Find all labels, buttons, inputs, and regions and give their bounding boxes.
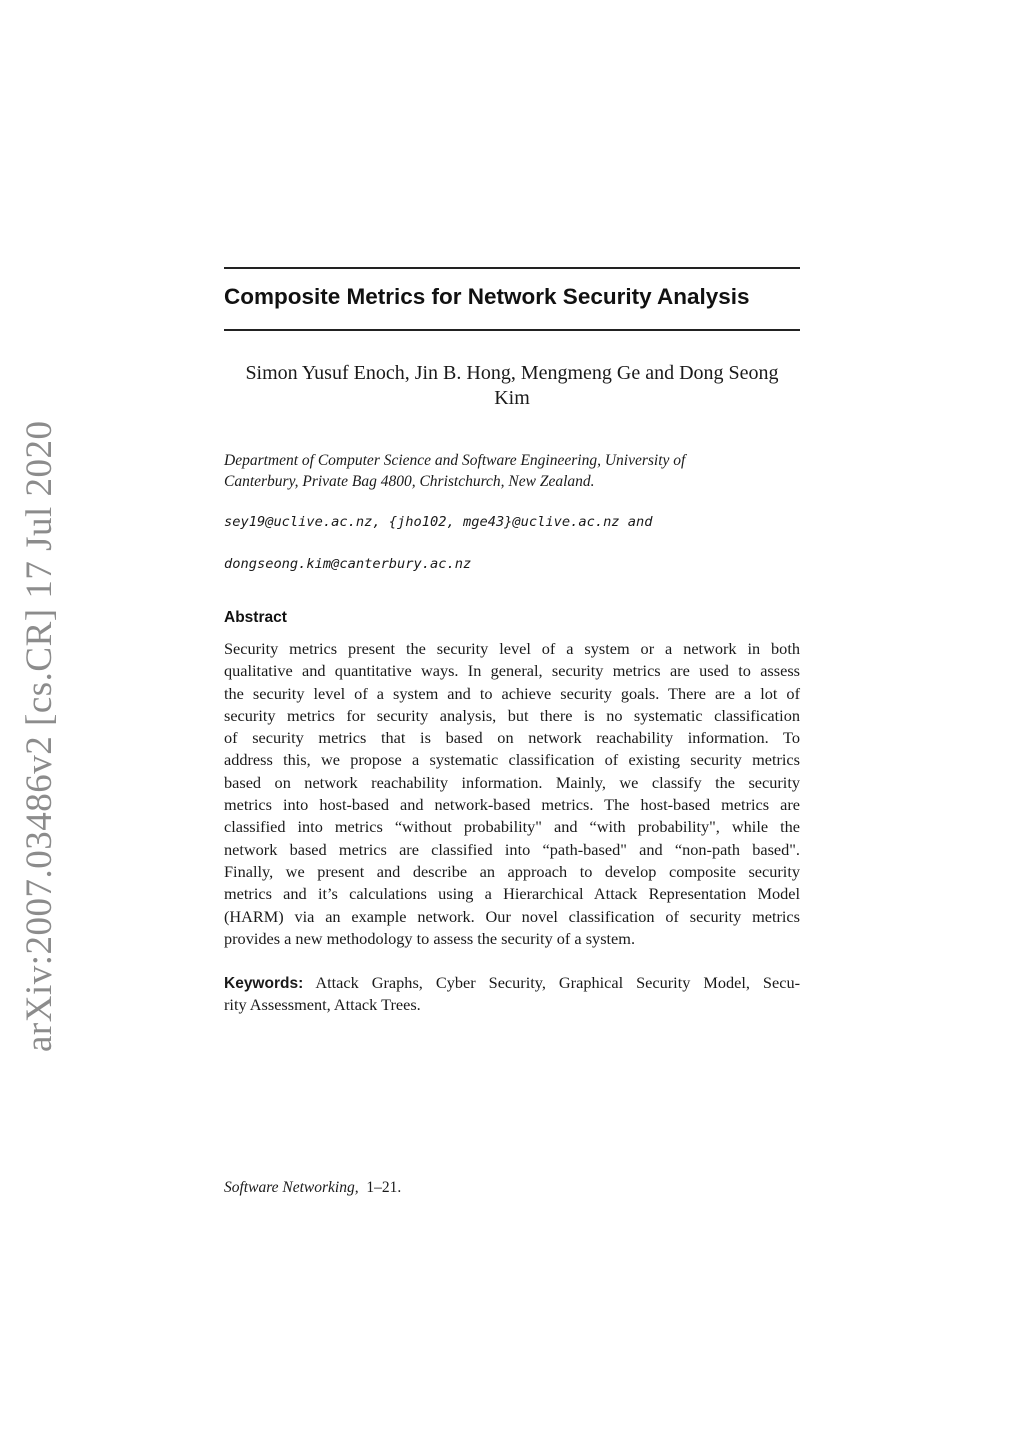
abstract-line: the security level of a system and to achieve security goals. There are a lot of (224, 683, 800, 703)
title-top-rule (224, 267, 800, 269)
arxiv-identifier-stamp: arXiv:2007.03486v2 [cs.CR] 17 Jul 2020 (19, 420, 60, 1052)
author-emails (224, 491, 804, 596)
keywords-block (224, 972, 800, 1017)
abstract-line: Security metrics present the security level of a system or a network in both (224, 639, 800, 658)
affiliation-line-1: Department of Computer Science and Software Engineering, University of (224, 452, 686, 469)
keywords-line-1 (224, 972, 800, 994)
abstract-line: metrics into host-based and network-based metrics. The host-based metrics are (224, 795, 800, 815)
abstract-line: qualitative and quantitative ways. In general, security metrics are used to assess (224, 661, 800, 681)
abstract-line: metrics and it’s calculations using a Hierarchical Attack Representation Model (224, 884, 800, 904)
affiliation (224, 450, 804, 492)
affiliation-line-2: Canterbury, Private Bag 4800, Christchurch, New Zealand. (224, 473, 595, 490)
journal-name: Software Networking, (224, 1179, 359, 1196)
author-line-1: Simon Yusuf Enoch, Jin B. Hong, Mengmeng Ge and Dong Seong (245, 362, 779, 384)
abstract-line: Finally, we present and describe an approach to develop composite security (224, 861, 800, 881)
abstract-line: provides a new methodology to assess the security of a system. (224, 928, 636, 948)
journal-footer (224, 1179, 401, 1197)
abstract-line: of security metrics that is based on network reachability information. To (224, 728, 800, 748)
title-bottom-rule (224, 329, 800, 331)
abstract-line: classified into metrics “without probability" and “with probability", while the (224, 817, 800, 837)
abstract-line: network based metrics are classified into “path-based" and “non-path based". (224, 839, 800, 859)
abstract-line: address this, we propose a systematic classification of existing security metrics (224, 750, 800, 770)
author-list (224, 361, 800, 411)
keywords-label: Keywords: (224, 975, 304, 992)
abstract-heading: Abstract (224, 609, 287, 626)
author-line-2: Kim (494, 387, 530, 409)
abstract-line: security metrics for security analysis, but there is no systematic classification (224, 705, 800, 725)
paper-title: Composite Metrics for Network Security Analysis (224, 284, 750, 309)
keywords-line-2: rity Assessment, Attack Trees. (224, 995, 421, 1015)
email-line-1: sey19@uclive.ac.nz, {jho102, mge43}@uclive.ac.nz and (224, 514, 653, 530)
abstract-body (224, 638, 800, 950)
email-line-2: dongseong.kim@canterbury.ac.nz (224, 556, 472, 572)
abstract-line: (HARM) via an example network. Our novel classification of security metrics (224, 906, 800, 926)
page-range: 1–21. (366, 1179, 402, 1196)
keywords-text-1: Attack Graphs, Cyber Security, Graphical Security Model, Secu- (315, 973, 801, 992)
abstract-line: based on network reachability information. Mainly, we classify the security (224, 772, 800, 792)
